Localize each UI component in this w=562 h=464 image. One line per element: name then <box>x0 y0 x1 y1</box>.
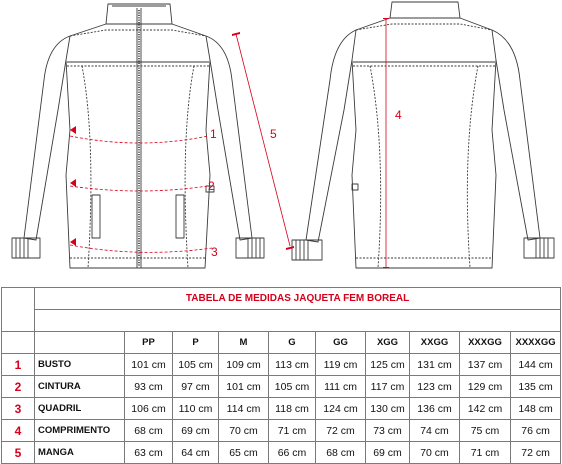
row-number: 4 <box>2 420 35 442</box>
back-jacket-view <box>292 2 554 268</box>
table-cell: 70 cm <box>410 442 460 464</box>
table-row-manga <box>2 442 561 464</box>
table-cell: 142 cm <box>460 398 511 420</box>
size-header: XXXGG <box>460 332 511 354</box>
table-cell: 119 cm <box>316 354 366 376</box>
table-cell: 148 cm <box>511 398 561 420</box>
row-number: 2 <box>2 376 35 398</box>
table-cell: 114 cm <box>219 398 269 420</box>
table-cell: 93 cm <box>125 376 173 398</box>
row-label: BUSTO <box>35 354 125 376</box>
table-cell: 75 cm <box>460 420 511 442</box>
table-cell: 137 cm <box>460 354 511 376</box>
table-cell: 69 cm <box>366 442 410 464</box>
row-number: 1 <box>2 354 35 376</box>
table-cell: 76 cm <box>511 420 561 442</box>
table-cell: 130 cm <box>366 398 410 420</box>
waist-marker-label: 2 <box>208 179 215 193</box>
table-cell: 71 cm <box>269 420 316 442</box>
table-cell: 101 cm <box>219 376 269 398</box>
table-blank-row <box>2 310 561 332</box>
table-cell: 72 cm <box>511 442 561 464</box>
table-cell: 113 cm <box>269 354 316 376</box>
hip-marker-label: 3 <box>211 245 218 259</box>
table-title-row <box>2 288 561 310</box>
table-cell: 65 cm <box>219 442 269 464</box>
row-number: 5 <box>2 442 35 464</box>
table-cell: 136 cm <box>410 398 460 420</box>
bust-arrow-icon <box>70 126 76 134</box>
row-label: MANGA <box>35 442 125 464</box>
table-cell: 111 cm <box>316 376 366 398</box>
table-row-quadril <box>2 398 561 420</box>
sleeve-marker-label: 5 <box>270 127 277 141</box>
table-cell: 63 cm <box>125 442 173 464</box>
table-cell: 110 cm <box>173 398 219 420</box>
size-header: M <box>219 332 269 354</box>
table-cell: 97 cm <box>173 376 219 398</box>
table-cell: 131 cm <box>410 354 460 376</box>
table-cell: 71 cm <box>460 442 511 464</box>
size-chart-table <box>1 287 561 464</box>
bust-measure-line <box>70 136 208 143</box>
blank-corner-cell <box>2 288 35 332</box>
sleeve-measure-line <box>236 34 290 246</box>
size-header: GG <box>316 332 366 354</box>
table-cell: 124 cm <box>316 398 366 420</box>
table-cell: 101 cm <box>125 354 173 376</box>
table-cell: 144 cm <box>511 354 561 376</box>
size-header: XXGG <box>410 332 460 354</box>
table-cell: 64 cm <box>173 442 219 464</box>
table-cell: 66 cm <box>269 442 316 464</box>
table-cell: 135 cm <box>511 376 561 398</box>
table-cell: 74 cm <box>410 420 460 442</box>
size-header: XXXXGG <box>511 332 561 354</box>
row-label: CINTURA <box>35 376 125 398</box>
size-header: P <box>173 332 219 354</box>
front-jacket-view <box>12 4 264 268</box>
bust-marker-label: 1 <box>210 127 217 141</box>
table-cell: 129 cm <box>460 376 511 398</box>
length-marker-label: 4 <box>395 108 402 122</box>
table-cell: 109 cm <box>219 354 269 376</box>
table-cell: 105 cm <box>173 354 219 376</box>
table-cell: 69 cm <box>173 420 219 442</box>
table-cell: 106 cm <box>125 398 173 420</box>
table-cell: 117 cm <box>366 376 410 398</box>
table-row-cintura <box>2 376 561 398</box>
table-title: TABELA DE MEDIDAS JAQUETA FEM BOREAL <box>35 288 561 310</box>
size-header: XGG <box>366 332 410 354</box>
table-cell: 105 cm <box>269 376 316 398</box>
row-number: 3 <box>2 398 35 420</box>
table-cell: 72 cm <box>316 420 366 442</box>
row-label: COMPRIMENTO <box>35 420 125 442</box>
table-cell: 73 cm <box>366 420 410 442</box>
table-cell: 123 cm <box>410 376 460 398</box>
size-header-row <box>2 332 561 354</box>
table-cell: 118 cm <box>269 398 316 420</box>
size-header: G <box>269 332 316 354</box>
table-row-comprimento <box>2 420 561 442</box>
table-cell: 68 cm <box>125 420 173 442</box>
size-header: PP <box>125 332 173 354</box>
table-cell: 70 cm <box>219 420 269 442</box>
table-row-busto <box>2 354 561 376</box>
row-label: QUADRIL <box>35 398 125 420</box>
table-cell: 68 cm <box>316 442 366 464</box>
table-cell: 125 cm <box>366 354 410 376</box>
